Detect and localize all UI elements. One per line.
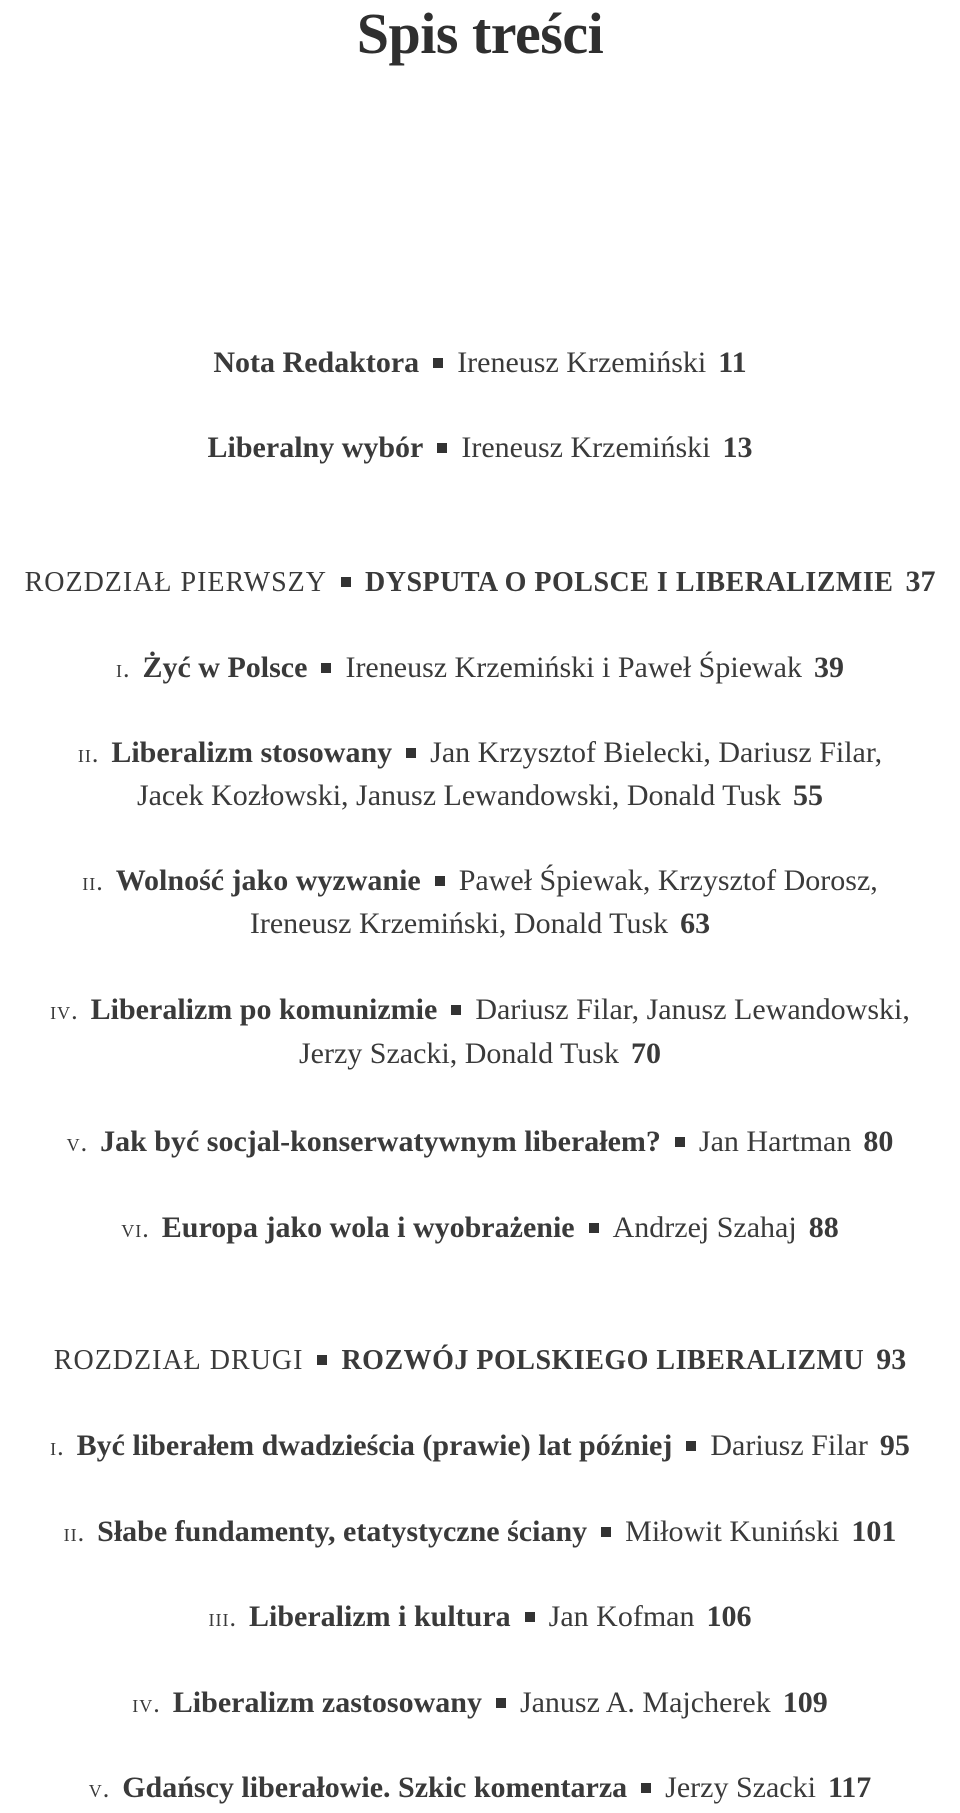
entry-author: Miłowit Kuniński [625, 1515, 840, 1548]
entry-page: 117 [827, 1771, 872, 1804]
bullet-square-icon [406, 748, 416, 758]
bullet-square-icon [435, 876, 445, 886]
toc-entry [0, 1512, 960, 1553]
chapter-page: 37 [905, 565, 936, 598]
entry-author: Jerzy Szacki, Donald Tusk [299, 1037, 619, 1070]
bullet-square-icon [686, 1441, 696, 1451]
toc-entry [0, 990, 960, 1031]
entry-number: ii. [77, 739, 100, 768]
toc-entry [0, 1426, 960, 1467]
entry-page: 11 [718, 346, 747, 379]
bullet-square-icon [321, 663, 331, 673]
bullet-square-icon [641, 1783, 651, 1793]
entry-page: 109 [782, 1686, 828, 1719]
entry-number: ii. [82, 867, 104, 896]
toc-entry [0, 1597, 960, 1638]
entry-author: Jerzy Szacki [665, 1771, 816, 1804]
bullet-square-icon [496, 1698, 506, 1708]
bullet-square-icon [451, 1005, 461, 1015]
entry-title: Żyć w Polsce [142, 651, 308, 684]
toc-entry [0, 1683, 960, 1724]
toc-entry-nota [0, 343, 960, 383]
entry-page: 101 [851, 1515, 897, 1548]
bullet-square-icon [589, 1223, 599, 1233]
entry-author: Jan Kofman [548, 1600, 695, 1633]
bullet-square-icon [525, 1612, 535, 1622]
entry-title: Europa jako wola i wyobrażenie [161, 1211, 575, 1244]
entry-page: 55 [793, 779, 824, 812]
entry-page: 88 [808, 1211, 839, 1244]
entry-author: Jan Krzysztof Bielecki, Dariusz Filar, [430, 736, 883, 769]
entry-title: Gdańscy liberałowie. Szkic komentarza [122, 1771, 628, 1804]
entry-author: Dariusz Filar, Janusz Lewandowski, [475, 993, 910, 1026]
entry-title: Liberalizm po komunizmie [90, 993, 438, 1026]
entry-number: v. [66, 1128, 89, 1157]
entry-author: Ireneusz Krzemiński, Donald Tusk [249, 907, 669, 940]
entry-title: Nota Redaktora [213, 346, 420, 379]
entry-number: iv. [50, 996, 79, 1025]
entry-author: Ireneusz Krzemiński [461, 431, 711, 464]
bullet-square-icon [675, 1137, 685, 1147]
entry-page: 106 [706, 1600, 752, 1633]
toc-entry [0, 1208, 960, 1249]
chapter-title: DYSPUTA O POLSCE I LIBERALIZMIE [365, 567, 894, 598]
toc-entry [0, 648, 960, 689]
entry-author: Ireneusz Krzemiński i Paweł Śpiewak [345, 651, 802, 684]
entry-author: Jacek Kozłowski, Janusz Lewandowski, Donald Tusk [136, 779, 782, 812]
entry-number: v. [88, 1774, 111, 1803]
toc-entry-continuation [0, 904, 960, 944]
chapter-title: ROZWÓJ POLSKIEGO LIBERALIZMU [341, 1345, 865, 1376]
chapter-heading-2 [0, 1340, 960, 1381]
entry-number: i. [115, 654, 131, 683]
bullet-square-icon [437, 443, 447, 453]
entry-number: iv. [132, 1689, 161, 1718]
chapter-label: ROZDZIAŁ PIERWSZY [24, 567, 327, 598]
bullet-square-icon [433, 358, 443, 368]
entry-page: 63 [680, 907, 711, 940]
toc-entry [0, 733, 960, 774]
bullet-square-icon [601, 1527, 611, 1537]
entry-author: Andrzej Szahaj [612, 1211, 797, 1244]
toc-entry-continuation [0, 1034, 960, 1074]
entry-title: Liberalny wybór [207, 431, 424, 464]
entry-author: Ireneusz Krzemiński [457, 346, 707, 379]
entry-page: 95 [879, 1429, 910, 1462]
entry-title: Być liberałem dwadzieścia (prawie) lat później [76, 1429, 673, 1462]
toc-entry [0, 1768, 960, 1809]
toc-entry-wybor [0, 428, 960, 468]
entry-title: Liberalizm i kultura [249, 1600, 511, 1633]
entry-title: Słabe fundamenty, etatystyczne ściany [97, 1515, 588, 1548]
entry-title: Wolność jako wyzwanie [115, 864, 421, 897]
entry-author: Janusz A. Majcherek [519, 1686, 771, 1719]
entry-page: 13 [722, 431, 753, 464]
entry-number: i. [50, 1432, 65, 1461]
chapter-label: ROZDZIAŁ DRUGI [53, 1345, 304, 1376]
entry-page: 80 [863, 1125, 894, 1158]
bullet-square-icon [341, 577, 351, 587]
toc-entry [0, 1122, 960, 1163]
bullet-square-icon [317, 1355, 327, 1365]
entry-author: Jan Hartman [698, 1125, 852, 1158]
entry-number: iii. [208, 1603, 237, 1632]
entry-page: 70 [630, 1037, 661, 1070]
toc-entry-continuation [0, 776, 960, 816]
entry-author: Dariusz Filar [710, 1429, 868, 1462]
entry-title: Liberalizm zastosowany [172, 1686, 482, 1719]
chapter-heading-1 [0, 562, 960, 603]
entry-author: Paweł Śpiewak, Krzysztof Dorosz, [458, 864, 878, 897]
chapter-page: 93 [876, 1343, 907, 1376]
entry-number: ii. [63, 1518, 86, 1547]
entry-title: Liberalizm stosowany [111, 736, 393, 769]
page-title: Spis treści [356, 1, 604, 66]
entry-title: Jak być socjal-konserwatywnym liberałem? [100, 1125, 661, 1158]
entry-page: 39 [814, 651, 844, 684]
entry-number: vi. [121, 1214, 150, 1243]
toc-entry [0, 861, 960, 902]
